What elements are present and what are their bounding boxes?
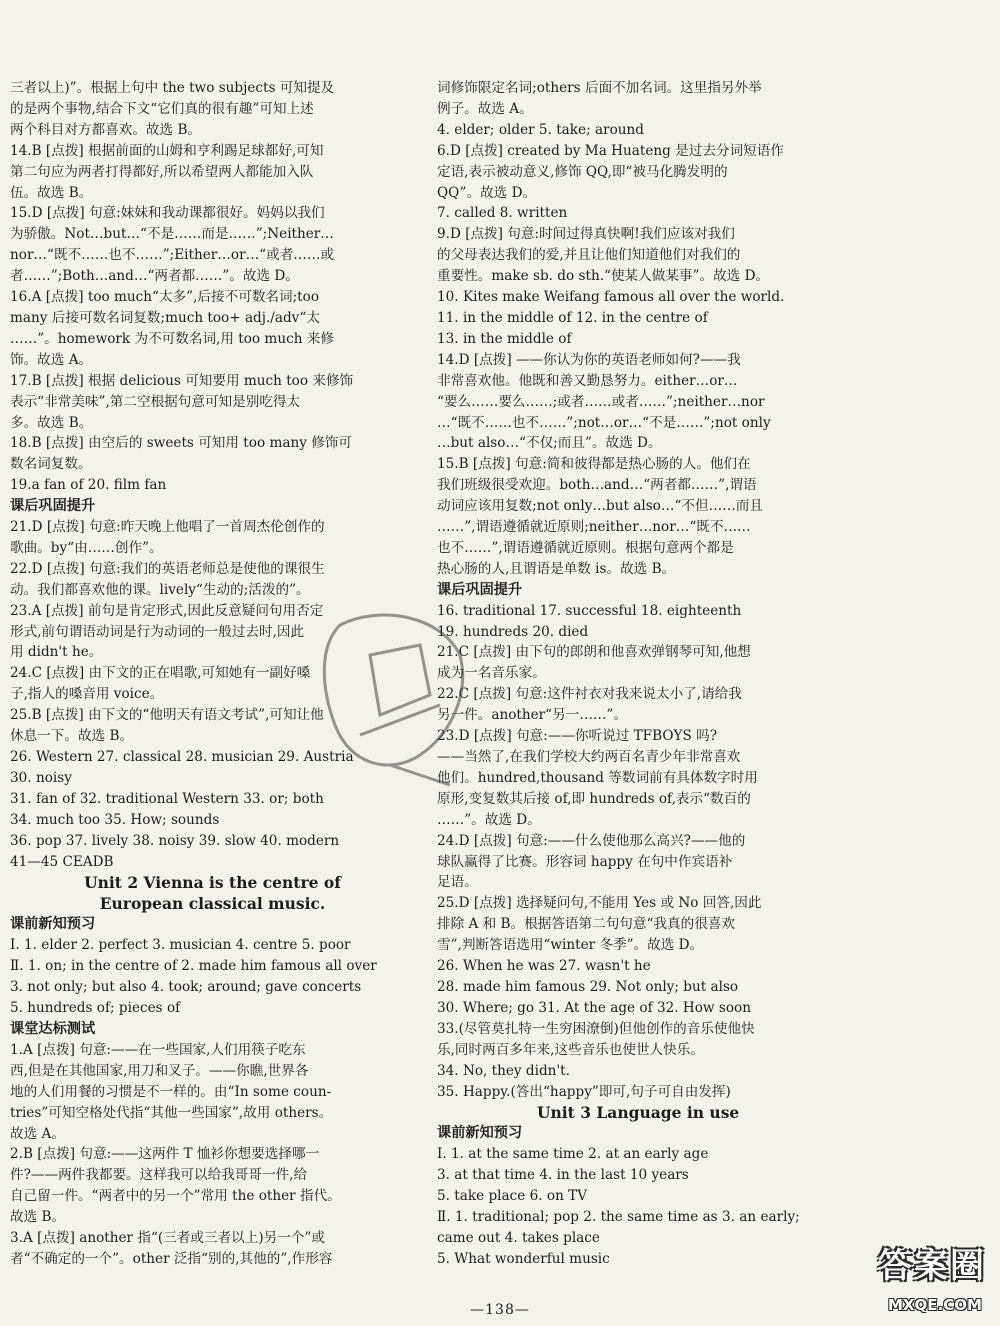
text-line: ……”。故选 D。: [437, 811, 541, 828]
text-line: many 后接可数名词复数;much too+ adj./adv“太: [10, 309, 320, 326]
text-line: ……”。homework 为不可数名词,用 too much 来修: [10, 330, 334, 347]
text-line: 表示“非常美味”,第二空根据句意可知是别吃得太: [10, 393, 301, 410]
text-line: 5. take place 6. on TV: [437, 1188, 588, 1205]
text-line: 故选 B。: [10, 1209, 66, 1226]
text-line: 22.D [点拨] 句意:我们的英语老师总是使他的课很生: [10, 560, 325, 577]
page-number: —138—: [470, 1302, 530, 1318]
text-line: 歌曲。by“由……创作”。: [10, 539, 163, 556]
section-heading: 课后巩固提升: [437, 581, 523, 598]
text-line: 休息一下。故选 B。: [10, 728, 134, 745]
text-line: 者……”;Both…and…“两者都……”。故选 D。: [10, 268, 299, 285]
text-line: 19. hundreds 20. died: [437, 623, 589, 640]
section-heading: 课后巩固提升: [10, 498, 96, 515]
text-line: 28. made him famous 29. Not only; but also: [437, 978, 739, 995]
text-line: 我们班级很受欢迎。both…and…“两者都……”,谓语: [437, 477, 757, 494]
text-line: 3.A [点拨] another 指“(三者或三者以上)另一个”或: [10, 1230, 325, 1247]
text-line: 14.B [点拨] 根据前面的山姆和亨利踢足球都好,可知: [10, 142, 324, 159]
text-line: 18.B [点拨] 由空后的 sweets 可知用 too many 修饰可: [10, 435, 352, 452]
text-line: 用 didn't he。: [10, 644, 103, 661]
text-line: 19.a fan of 20. film fan: [10, 477, 167, 494]
text-line: 14.D [点拨] ——你认为你的英语老师如何?——我: [437, 351, 741, 368]
text-line: 3. at that time 4. in the last 10 years: [437, 1167, 689, 1184]
text-line: ……”,谓语遵循就近原则;neither…nor…“既不……: [437, 519, 751, 536]
text-line: tries”可知空格处代指“其他一些国家”,故用 others。: [10, 1104, 333, 1121]
text-line: 22.C [点拨] 句意:这件衬衣对我来说太小了,请给我: [437, 686, 742, 703]
text-line: 5. hundreds of; pieces of: [10, 1000, 181, 1017]
section-heading: 课堂达标测试: [10, 1020, 96, 1037]
text-line: “要么……要么……;或者……或者……”;neither…nor: [437, 393, 765, 410]
text-line: 21.D [点拨] 句意:昨天晚上他唱了一首周杰伦创作的: [10, 519, 325, 536]
text-line: 的是两个事物,结合下文“它们真的很有趣”可知上述: [10, 100, 314, 117]
section-heading: 课前新知预习: [10, 916, 96, 933]
text-line: 雪”,判断答语选用“winter 冬季”。故选 D。: [437, 937, 704, 954]
text-line: 原形,变复数其后接 of,即 hundreds of,表示“数百的: [437, 790, 751, 807]
text-line: 饰。故选 A。: [10, 351, 93, 368]
unit-title: Unit 2 Vienna is the centre of: [84, 873, 341, 893]
text-line: 34. much too 35. How; sounds: [10, 811, 220, 828]
text-line: 乐,同时两百多年来,这些音乐也使世人快乐。: [437, 1041, 704, 1058]
text-line: 41—45 CEADB: [10, 853, 114, 870]
text-line: 7. called 8. written: [437, 205, 568, 222]
text-line: nor…“既不……也不……”;Either…or…“或者……或: [10, 247, 335, 264]
text-line: 10. Kites make Weifang famous all over the world.: [437, 289, 785, 306]
text-line: 自己留一件。“两者中的另一个”常用 the other 指代。: [10, 1188, 341, 1205]
text-line: 三者以上)”。根据上句中 the two subjects 可知提及: [10, 80, 335, 96]
text-line: Ⅱ. 1. on; in the centre of 2. made him famous all over: [10, 958, 377, 975]
text-line: …but also…“不仅;而且”。故选 D。: [437, 435, 662, 452]
text-line: 另一件。another“另一……”。: [437, 707, 628, 724]
text-line: 成为一名音乐家。: [437, 665, 546, 682]
text-line: 伍。故选 B。: [10, 184, 93, 201]
text-line: 为骄傲。Not…but…“不是……而是……”;Neither…: [10, 226, 334, 243]
text-line: 33.(尽管莫扎特一生穷困潦倒)但他创作的音乐使他快: [437, 1020, 755, 1037]
text-line: 第二句应为两者打得都好,所以希望两人都能加入队: [10, 163, 314, 180]
text-line: 5. What wonderful music: [437, 1250, 610, 1267]
text-line: 26. Western 27. classical 28. musician 29. Austria: [10, 749, 354, 765]
text-line: 15.D [点拨] 句意:妹妹和我动课都很好。妈妈以我们: [10, 205, 325, 222]
text-line: 2.B [点拨] 句意:——这两件 T 恤衫你想要选择哪一: [10, 1146, 320, 1163]
text-line: 词修饰限定名词;others 后面不加名词。这里指另外举: [437, 80, 762, 96]
text-line: 26. When he was 27. wasn't he: [437, 958, 651, 975]
text-line: 排除 A 和 B。根据答语第二句句意“我真的很喜欢: [437, 916, 735, 933]
text-line: 多。故选 B。: [10, 414, 93, 431]
text-line: 25.B [点拨] 由下文的“他明天有语文考试”,可知让他: [10, 707, 324, 724]
unit-title: Unit 3 Language in use: [537, 1103, 740, 1123]
text-line: 两个科目对方都喜欢。故选 B。: [10, 121, 202, 138]
text-line: 30. noisy: [10, 769, 72, 786]
text-line: 24.C [点拨] 由下文的正在唱歌,可知她有一副好嗓: [10, 665, 311, 682]
text-line: 25.D [点拨] 选择疑问句,不能用 Yes 或 No 回答,因此: [437, 895, 762, 912]
text-line: 34. No, they didn't.: [437, 1062, 570, 1079]
text-line: …“既不……也不……”;not…or…“不是……”;not only: [437, 414, 771, 431]
text-line: 35. Happy.(答出“happy”即可,句子可自由发挥): [437, 1083, 731, 1100]
text-line: 17.B [点拨] 根据 delicious 可知要用 much too 来修饰: [10, 372, 354, 389]
text-line: 9.D [点拨] 句意:时间过得真快啊!我们应该对我们: [437, 226, 735, 243]
watermark-logo: [866, 1228, 994, 1320]
text-line: 11. in the middle of 12. in the centre of: [437, 309, 708, 326]
text-line: 子,指人的嗓音用 voice。: [10, 686, 164, 703]
text-line: 他们。hundred,thousand 等数词前有具体数字时用: [437, 769, 758, 786]
text-line: 地的人们用餐的习惯是不一样的。由“In some coun-: [10, 1083, 332, 1100]
text-line: 例子。故选 A。: [437, 100, 533, 117]
text-line: 13. in the middle of: [437, 330, 572, 347]
text-line: 21.C [点拨] 由下句的郎朗和他喜欢弹钢琴可知,他想: [437, 644, 751, 661]
text-line: 24.D [点拨] 句意:——什么使他那么高兴?——他的: [437, 832, 746, 849]
text-line: 4. elder; older 5. take; around: [437, 121, 644, 138]
text-line: 23.A [点拨] 前句是肯定形式,因此反意疑问句用否定: [10, 602, 324, 619]
text-line: Ⅰ. 1. at the same time 2. at an early age: [437, 1146, 709, 1163]
text-line: 动。我们都喜欢他的课。lively“生动的;活泼的”。: [10, 581, 310, 598]
text-line: 36. pop 37. lively 38. noisy 39. slow 40. modern: [10, 832, 340, 849]
text-line: 1.A [点拨] 句意:——在一些国家,人们用筷子吃东: [10, 1041, 306, 1058]
text-line: 15.B [点拨] 句意:简和彼得都是热心肠的人。他们在: [437, 456, 751, 473]
watermark-logo-text: 答案圈: [878, 1246, 986, 1286]
text-line: came out 4. takes place: [437, 1229, 600, 1246]
text-line: Ⅰ. 1. elder 2. perfect 3. musician 4. centre 5. poor: [10, 937, 351, 954]
text-line: 数名词复数。: [10, 456, 92, 473]
section-heading: 课前新知预习: [437, 1125, 523, 1142]
watermark-site-text: MXQE.COM: [888, 1296, 982, 1314]
text-line: 6.D [点拨] created by Ma Huateng 是过去分词短语作: [437, 142, 784, 159]
text-line: 23.D [点拨] 句意:——你听说过 TFBOYS 吗?: [437, 728, 717, 745]
text-line: 的父母表达我们的爱,并且让他们知道他们对我们的: [437, 247, 741, 264]
text-line: 非常喜欢他。他既和善又勤恳努力。either…or…: [437, 372, 738, 389]
text-line: 西,但是在其他国家,用刀和叉子。——你瞧,世界各: [10, 1062, 309, 1079]
text-line: Ⅱ. 1. traditional; pop 2. the same time as 3. an early;: [437, 1209, 800, 1226]
text-line: 故选 A。: [10, 1125, 65, 1142]
text-line: 热心肠的人,且谓语是单数 is。故选 B。: [437, 560, 676, 577]
text-line: 件?——两件我都要。这样我可以给我哥哥一件,给: [10, 1167, 308, 1184]
text-line: 也不……”,谓语遵循就近原则。根据句意两个都是: [437, 539, 734, 556]
text-line: 重要性。make sb. do sth.“使某人做某事”。故选 D。: [437, 268, 770, 285]
text-line: 足语。: [437, 874, 478, 891]
text-line: 16.A [点拨] too much“太多”,后接不可数名词;too: [10, 289, 320, 306]
text-line: 31. fan of 32. traditional Western 33. or; both: [10, 790, 324, 807]
unit-title: European classical music.: [99, 894, 326, 914]
text-line: QQ”。故选 D。: [437, 184, 537, 201]
text-line: 者“不确定的一个”。other 泛指“别的,其他的”,作形容: [10, 1250, 333, 1267]
stamp-mark: [300, 585, 490, 825]
text-line: 3. not only; but also 4. took; around; gave concerts: [10, 979, 362, 996]
text-line: 16. traditional 17. successful 18. eighteenth: [437, 602, 742, 619]
text-line: 形式,前句谓语动词是行为动词的一般过去时,因此: [10, 623, 305, 640]
text-line: 动词应该用复数;not only…but also…“不但……而且: [437, 498, 763, 515]
right-column: [437, 78, 835, 1270]
text-line: 球队赢得了比赛。形容词 happy 在句中作宾语补: [437, 853, 733, 870]
text-line: ——当然了,在我们学校大约两百名青少年非常喜欢: [437, 749, 741, 765]
text-line: 定语,表示被动意义,修饰 QQ,即“被马化腾发明的: [437, 163, 728, 180]
text-line: 30. Where; go 31. At the age of 32. How soon: [437, 999, 751, 1016]
